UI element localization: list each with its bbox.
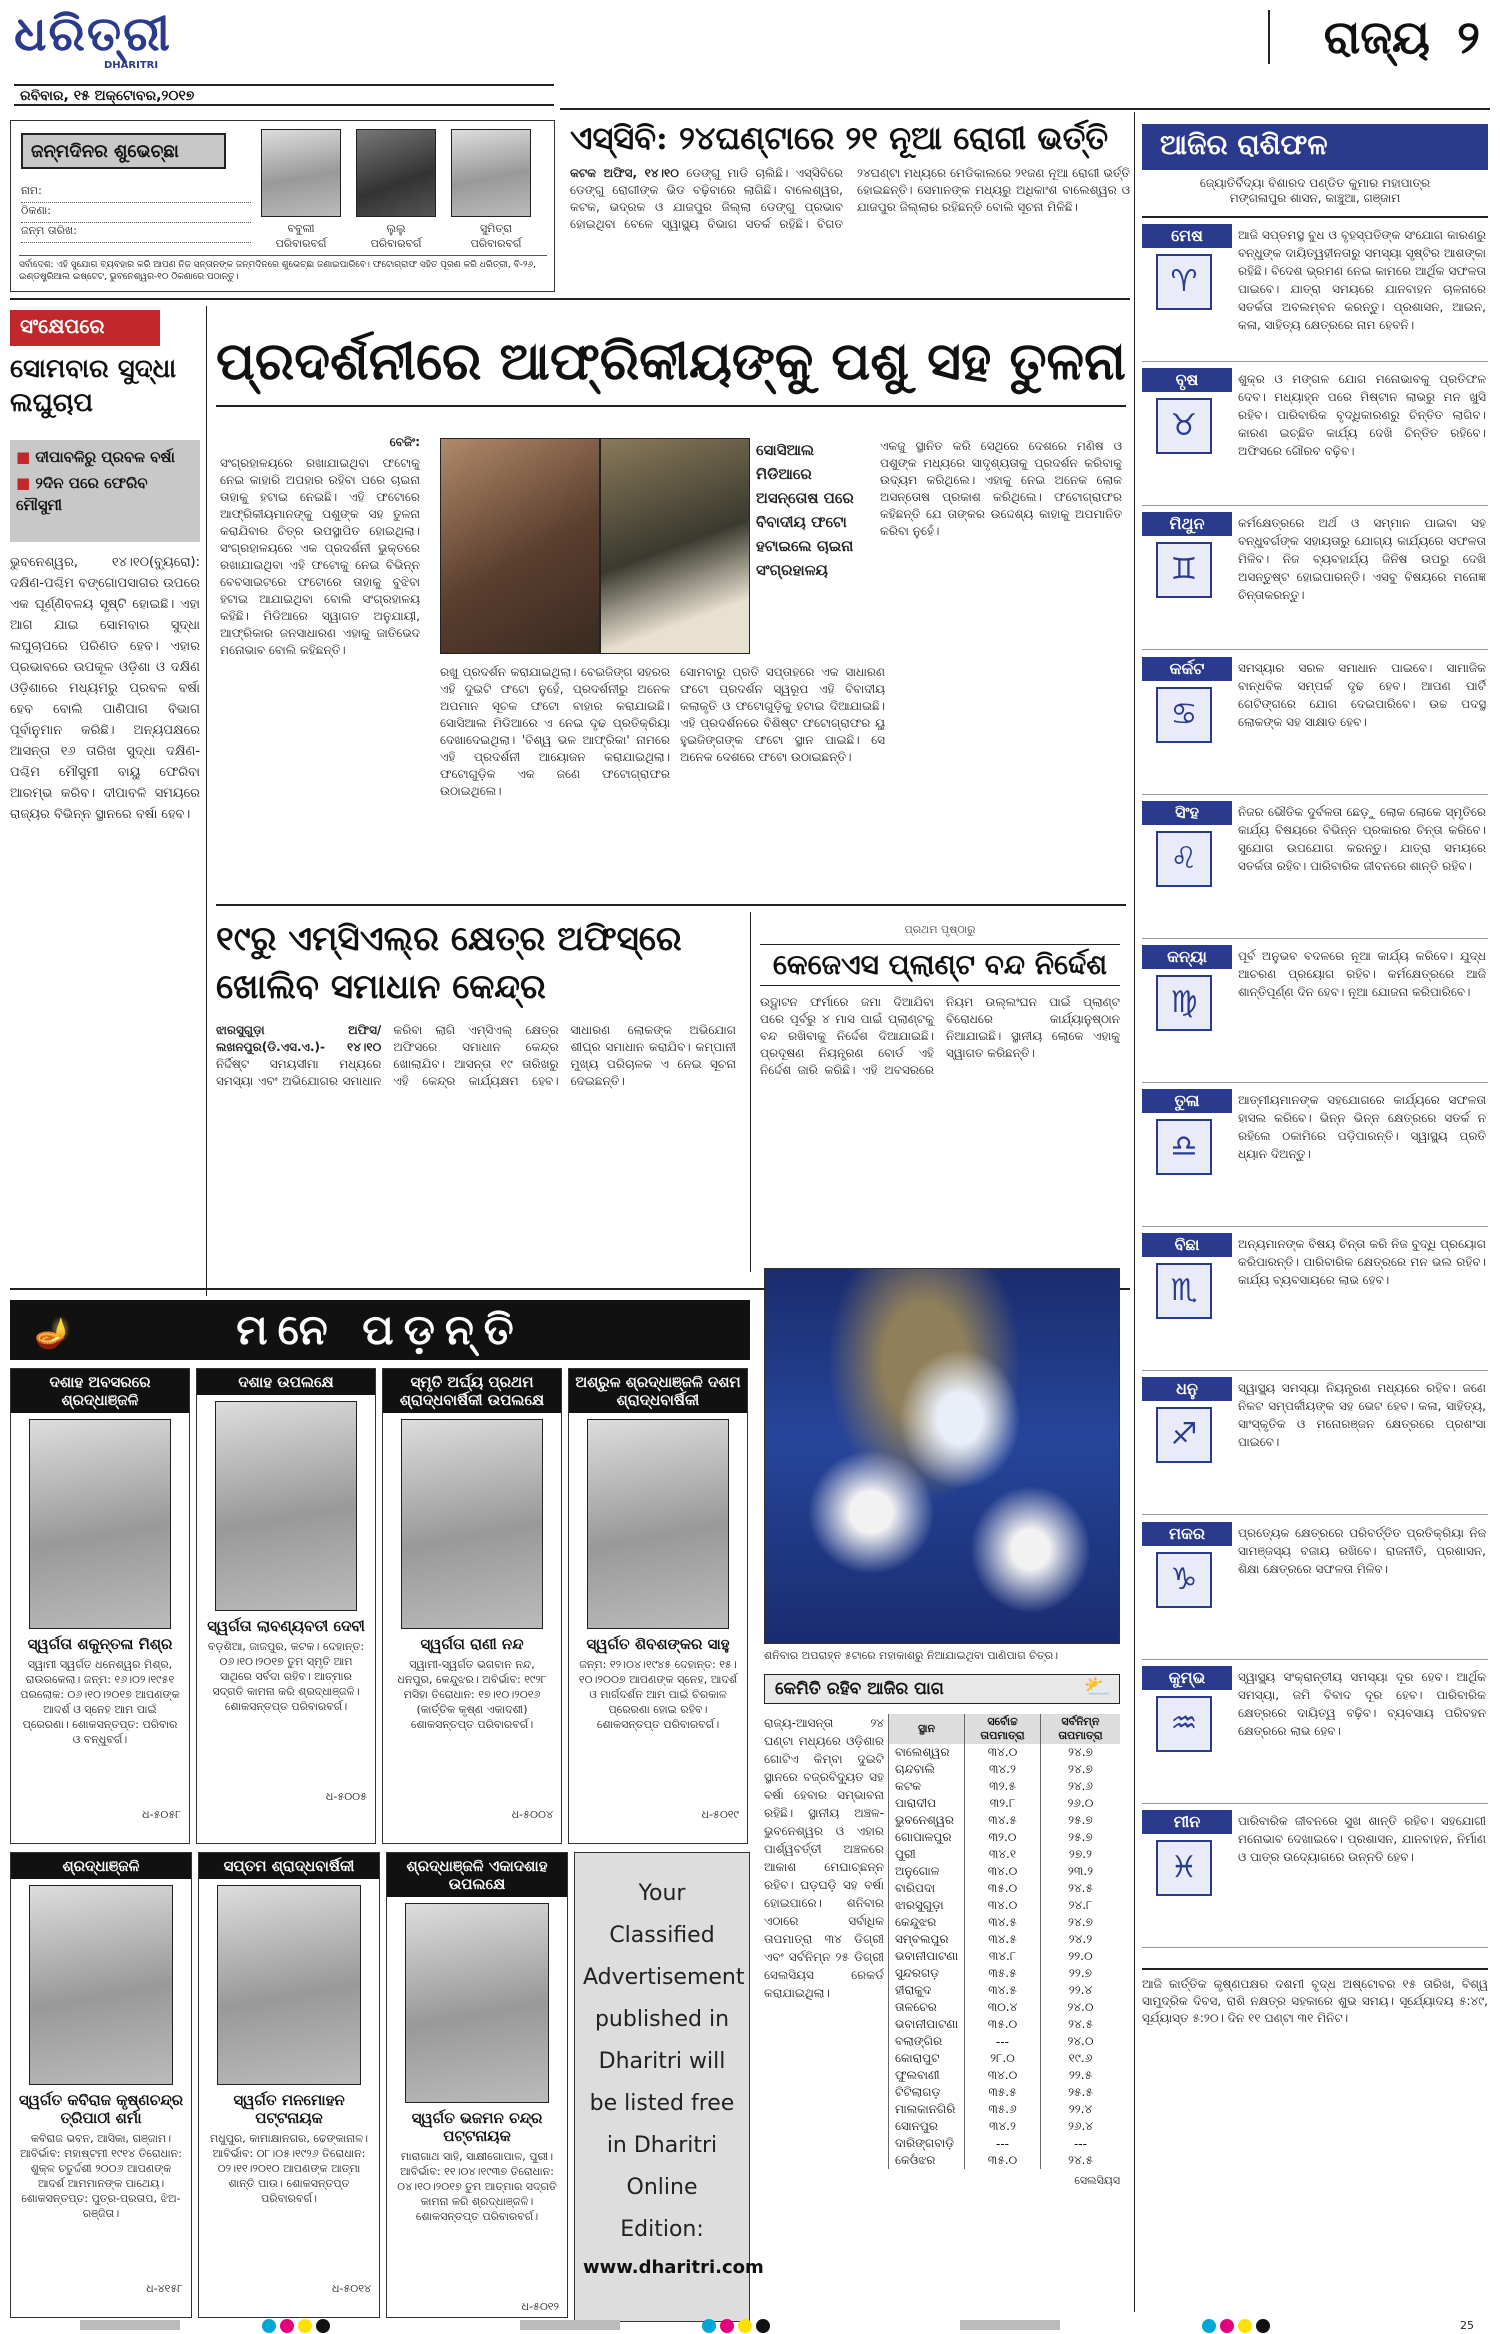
classified-url[interactable]: www.dharitri.com xyxy=(583,2257,764,2278)
weather-cell-max: ୩୨.୮ xyxy=(965,1795,1041,1812)
weather-title xyxy=(764,1674,1120,1704)
rashifal-sign-label: ମିଥୁନ xyxy=(1142,512,1232,536)
weather-table-row xyxy=(889,1778,1121,1795)
weather-unit: ସେଲସିୟସ xyxy=(1074,2174,1120,2187)
rashifal-sign-text: ଅନ୍ୟମାନଙ୍କ ବିଷୟ ଚିନ୍ତା କରି ନିଜ ବୁଦ୍ଧି ପ୍ରୟୋଗ କରିପାରନ୍ତି। ପାରିବାରିକ କ୍ଷେତ୍ରରେ ମନ ଭଲ ରହିବ। କାର୍ଯ୍ୟ ବ୍ୟବସାୟରେ ଲାଭ ହେବ। xyxy=(1238,1237,1486,1288)
obituary-card-title: ସପ୍ତମ ଶ୍ରାଦ୍ଧବାର୍ଷିକୀ xyxy=(199,1853,379,1879)
weather-cell-place: କଟକ xyxy=(889,1778,965,1795)
weather-table-row xyxy=(889,2050,1121,2067)
weather-cell-max: ୩୫.୦ xyxy=(965,1880,1041,1897)
mcl-headline-2: ଖୋଲିବ ସମାଧାନ କେନ୍ଦ୍ର xyxy=(216,967,546,1007)
weather-cell-place: ସୁନ୍ଦରଗଡ଼ xyxy=(889,1965,965,1982)
top-section-rule xyxy=(10,298,1130,300)
obituary-card-ref: ଧ-୫୦୦୪ xyxy=(511,1808,553,1821)
cancer-icon: ♋ xyxy=(1156,687,1212,743)
weather-cell-min: ୨୪.୭ xyxy=(1040,1744,1120,1761)
scb-text: ଡେଙ୍ଗୁ ମାଡି ଚାଲିଛି। ଏସ୍‌ସିବିରେ ଡେଙ୍ଗୁ ରୋଗୀଙ୍କ ଭିଡ ବଢ଼ିବାରେ ଲାଗିଛି। ବାଲେଶ୍ୱର, କଟକ, ଭଦ୍ରକ ଓ ଯାଜପୁର ଜିଲ୍ଲା ଡେଙ୍ଗୁ ପ୍ରଭାବ ହୋଇଥିବା ବେଳେ ସ୍ୱାସ୍ଥ୍ୟ ବିଭାଗ ସତର୍କ ରହିଛି। ବିଗତ ୨୪ଘଣ୍ଟା ମଧ୍ୟରେ ମେଡିକାଲରେ ୨୧ଜଣ ନୂଆ ରୋଗୀ ଭର୍ତ୍ତି ହୋଇଛନ୍ତି। ସେମାନଙ୍କ ମଧ୍ୟରୁ ଅଧିକାଂଶ ବାଲେଶ୍ୱର ଓ ଯାଜପୁର ଜିଲ୍ଲାର ରହିଛନ୍ତି ବୋଲି ସୂଚନା ମିଳିଛି। xyxy=(570,166,1130,231)
scb-body xyxy=(570,165,1130,293)
weather-table-row xyxy=(889,1965,1121,1982)
cmyk-dots-2 xyxy=(700,2318,772,2334)
gemini-icon: ♊ xyxy=(1156,542,1212,598)
africa-col-1-text: ସଂଗ୍ରହାଳୟରେ ରଖାଯାଇଥିବା ଫଟୋକୁ ନେଇ କାହାରି ଅପହାର ରହିବା ପରେ ଚାଇନା ତାହାକୁ ହଟାଇ ନେଇଛି। ଏହି ଫଟୋରେ ଆଫ୍ରିକୀୟମାନଙ୍କୁ ପଶୁଙ୍କ ସହ ତୁଳନା କରାଯିବାର ଚିତ୍ର ଉପସ୍ଥାପିତ ହୋଇଥିଲା। ସଂଗ୍ରହାଳୟରେ ଏକ ପ୍ରଦର୍ଶନୀ ଭୁକ୍ତରେ ରଖାଯାଇଥିବା ଏହି ଫଟୋକୁ ନେଇ ବିଭିନ୍ନ ବେବସାଇଟରେ ଫଟୋରେ ତାହାକୁ ବୁଝିବା ହଟାଇ ଆଯାଇଥିବା ବୋଲି ସଂଗ୍ରହାଳୟ କହିଛି। ମିଡିଆରେ ସ୍ୱାଗତ ଅନୁଯାୟୀ, ଆଫ୍ରିକାର ଜନସାଧାରଣ ଏହାକୁ ଜାତିଭେଦ ମନୋଭାବ ବୋଲି କହିଛନ୍ତି। xyxy=(220,456,420,657)
obituary-card-name: ସ୍ୱର୍ଗତା ଲାବଣ୍ୟବତୀ ଦେବୀ xyxy=(207,1617,365,1635)
rashifal-sign-row xyxy=(1142,657,1488,795)
obituary-card-ref: ଧ-୫୦୧୨ xyxy=(521,2300,559,2313)
rashifal-list xyxy=(1142,224,1488,1954)
cmyk-dots-3 xyxy=(1200,2318,1272,2334)
obituary-photo xyxy=(587,1419,729,1629)
weather-table-row xyxy=(889,1761,1121,1778)
birthday-kid-1-name: ବବୁଲୀ xyxy=(287,222,315,235)
weather-table-row xyxy=(889,2152,1121,2169)
obituary-card-text: ମାରାଗାଥ ସାହି, ସାକ୍ଷୀଗୋପାଳ, ପୁରୀ। ଆବିର୍ଭାବ: ୧୧।୦୪।୧୯୩୭ ତିରୋଧାନ: ୦୪।୧୦।୨୦୧୭ ତୁମ ଆତ୍ମାର ସଦ୍ଗତି କାମନା କରି ଶ୍ରଦ୍ଧାଞ୍ଜଳି। ଶୋକସନ୍ତପ୍ତ ପରିବାରବର୍ଗ। xyxy=(397,2150,557,2223)
obituary-card xyxy=(568,1368,748,1844)
weather-cell-max: ୩୫.୦ xyxy=(965,2152,1041,2169)
weather-table-row xyxy=(889,2118,1121,2135)
weather-table-row xyxy=(889,1931,1121,1948)
weather-table-row xyxy=(889,2135,1121,2152)
obituary-card-text: ସ୍ୱାମୀ ସ୍ୱର୍ଗତ ଧନେଶ୍ୱର ମିଶ୍ର, ରାଉରକେଲା। ଜନ୍ମ: ୧୬।୦୨।୧୯୫୧ ପରଲୋକ: ୦୬।୧୦।୨୦୧୭ ଆପଣଙ୍କ ଆଦର୍ଶ ଓ ସ୍ନେହ ଆମ ପାଇଁ ପ୍ରେରଣା। ଶୋକସନ୍ତପ୍ତ: ପରିବାର ଓ ବନ୍ଧୁବର୍ଗ। xyxy=(20,1658,180,1746)
weather-cell-min: ୧୯.୬ xyxy=(1040,2050,1120,2067)
rashifal-sign-label: କର୍କଟ xyxy=(1142,657,1232,681)
rashifal-sign-label: ମେଷ xyxy=(1142,224,1232,248)
weather-table-row xyxy=(889,2084,1121,2101)
weather-cell-min: ୨୨.୪ xyxy=(1040,2101,1120,2118)
sagittarius-icon: ♐ xyxy=(1156,1407,1212,1463)
obituary-card-text: ସ୍ୱାମୀ-ସ୍ୱର୍ଗତ ଭଗବାନ ନନ୍ଦ, ଧନପୁର, କେନ୍ଦୁଝର। ଅବିର୍ଭାବ: ୧୯୨୮ ମସିହା ତିରୋଧାନ: ୧୭।୧୦।୨୦୧୬ (କାର୍ତ୍ତିକ କୃଷ୍ଣ ଏକାଦଶୀ) ଶୋକସନ୍ତପ୍ତ ପରିବାରବର୍ଗ। xyxy=(397,1658,547,1731)
obituary-card-ref: ଧ-୫୦୫୮ xyxy=(142,1808,181,1821)
weather-cell-min: ୨୪.୭ xyxy=(1040,1914,1120,1931)
classified-text: Your Classified Advertisement published in Dharitri will be listed free in Dharitri Online Edition: xyxy=(583,1881,745,2242)
birthday-title: ଜନ୍ମଦିନର ଶୁଭେଚ୍ଛା xyxy=(21,133,226,169)
rashifal-sign-text: ସ୍ୱାସ୍ଥ୍ୟ ସମସ୍ୟା ନିୟନ୍ତ୍ରଣ ମଧ୍ୟରେ ରହିବ। ଜଣେ ନିକଟ ସମ୍ପର୍କୀୟଙ୍କ ସହ ଭେଟ ହେବ। କଳା, ସାହିତ୍ୟ, ସାଂସ୍କୃତିକ ଓ ମନୋରଞ୍ଜନ କ୍ଷେତ୍ରରେ ପ୍ରଶଂସା ପାଇବେ। xyxy=(1238,1381,1486,1450)
weather-header-place: ସ୍ଥାନ xyxy=(889,1714,965,1744)
obituary-card-name: ସ୍ୱର୍ଗତ ଶିବଶଙ୍କର ସାହୁ xyxy=(586,1635,730,1653)
weather-cell-min: ୨୪.୬ xyxy=(1040,1778,1120,1795)
capricorn-icon: ♑ xyxy=(1156,1552,1212,1608)
weather-cell-place: ଭବାନୀପାଟଣା xyxy=(889,1948,965,1965)
sankhepare-divider xyxy=(206,306,207,1296)
rashifal-sign-text: ପୂର୍ବ ଅନୁଭବ ବଦଳରେ ନୂଆ କାର୍ଯ୍ୟ କରିବେ। ଯୁଦ୍ଧ ଆଚରଣ ପ୍ରୟୋଗ ରହିବ। କର୍ମକ୍ଷେତ୍ରରେ ଆଜି ଶାନ୍ତିପୂର୍ଣ୍ଣ ଦିନ ହେବ। ନୂଆ ଯୋଜନା କରିପାରିବେ। xyxy=(1238,948,1486,999)
obituary-card-name: ସ୍ୱର୍ଗତା ଶକୁନ୍ତଳା ମିଶ୍ର xyxy=(27,1635,173,1653)
rashifal-sign-text: ଆତ୍ମୀୟମାନଙ୍କ ସହଯୋଗରେ କାର୍ଯ୍ୟରେ ସଫଳତା ହାସଲ କରିବେ। ଭିନ୍ନ ଭିନ୍ନ କ୍ଷେତ୍ରରେ ସତର୍କ ନ ରହିଲେ ଠକାମିରେ ପଡ଼ିପାରନ୍ତି। ସ୍ୱାସ୍ଥ୍ୟ ପ୍ରତି ଧ୍ୟାନ ଦିଅନ୍ତୁ। xyxy=(1238,1093,1486,1161)
weather-cell-min: ୨୫.୫ xyxy=(1040,2084,1120,2101)
virgo-icon: ♍ xyxy=(1156,975,1212,1031)
rashifal-sign-label: କନ୍ୟା xyxy=(1142,945,1232,969)
classified-ad xyxy=(574,1852,764,2322)
rashifal-byline: ଜ୍ୟୋତିର୍ବିଦ୍ୟା ବିଶାରଦ ପଣ୍ଡିତ କୁମାର ମହାପାତ୍ର ମଙ୍ଗଳାପୁର ଶାସନ, କାଞ୍ଚୁଆ, ଗଞ୍ଜାମ xyxy=(1199,176,1431,205)
registration-strip-1 xyxy=(80,2320,180,2330)
rashifal-title: ଆଜିର ରାଶିଫଳ xyxy=(1142,124,1488,170)
page-number: ୨ xyxy=(1457,10,1480,64)
africa-dateline: ବେଜିଂ: xyxy=(389,435,420,449)
weather-cell-min: ୨୬.୪ xyxy=(1040,2118,1120,2135)
africa-col-4: ଏକଜୁ ସ୍ଥାନିତ କରି ସେଥିରେ ଦେଶରେ ମଣିଷ ଓ ପଶୁଙ୍କ ମଧ୍ୟରେ ସାଦୃଶ୍ୟତାକୁ ପ୍ରଦର୍ଶନ କରିବାକୁ ଉଦ୍ୟମ କରିଥିଲେ। ଏହାକୁ ନେଇ ଅନେକ ଲୋକ ଅସନ୍ତୋଷ ପ୍ରକାଶ କରିଥିଲେ। ଫଟୋଗ୍ରାଫର କହିଛନ୍ତି ଯେ ତାଙ୍କର ଉଦ୍ଦେଶ୍ୟ କାହାକୁ ଅପମାନିତ କରିବା ନୁହେଁ। xyxy=(880,439,1122,538)
obituary-card-ref: ଧ-୫୦୧୯ xyxy=(701,1808,739,1821)
obituary-card-text: ଜନ୍ମ: ୧୨।୦୪।୧୯୪୫ ଦେହାନ୍ତ: ୧୫।୧୦।୨୦୦୭ ଆପଣଙ୍କ ସ୍ନେହ, ଆଦର୍ଶ ଓ ମାର୍ଗଦର୍ଶନ ଆମ ପାଇଁ ଚିରକାଳ ପ୍ରେରଣା ହୋଇ ରହିବ। ଶୋକସନ୍ତପ୍ତ ପରିବାରବର୍ଗ। xyxy=(578,1658,738,1731)
weather-cell-place: ଫୁଲବାଣୀ xyxy=(889,2067,965,2084)
satellite-image xyxy=(764,1268,1120,1644)
obituary-photo xyxy=(29,1885,173,2085)
obituary-card-ref: ଧ-୫୦୦୫ xyxy=(325,1790,367,1803)
weather-cell-max: ୩୫.୫ xyxy=(965,1965,1041,1982)
obituary-card-title: ସ୍ମୃତି ଅର୍ଘ୍ୟ ପ୍ରଥମ ଶ୍ରାଦ୍ଧବାର୍ଷିକୀ ଉପଲକ୍ଷେ xyxy=(383,1369,561,1413)
rashifal-footer: ଆଜି କାର୍ତ୍ତିକ କୃଷ୍ଣପକ୍ଷର ଦଶମୀ ବୃଦ୍ଧ ଅଷ୍ଟୋବର ୧୫ ତାରିଖ, ବିଶ୍ୱ ସାମୁଦ୍ରିକ ଦିବସ, ରାଶି ନକ୍ଷତ୍ର ସହକାରେ ଶୁଭ ସମୟ। ସୂର୍ଯ୍ୟୋଦୟ ୫:୪୯, ସୂର୍ଯ୍ୟାସ୍ତ ୫:୨୦। ଦିନ ୧୧ ଘଣ୍ଟା ୩୧ ମିନିଟ। xyxy=(1142,1968,1488,2168)
obituary-photo xyxy=(401,1419,543,1629)
obituary-row-2 xyxy=(10,1852,570,2322)
birthday-field-dob: ଜନ୍ମ ତାରିଖ: xyxy=(21,223,251,243)
masthead-logo: ଧରିତ୍ରୀ xyxy=(14,6,172,62)
cmyk-dots-1 xyxy=(260,2318,332,2334)
weather-cell-place: ସୋନପୁର xyxy=(889,2118,965,2135)
weather-table-row xyxy=(889,1982,1121,1999)
obituary-card-title: ଶ୍ରଦ୍ଧାଞ୍ଜଳି ଏକାଦଶାହ ଉପଲକ୍ଷେ xyxy=(387,1853,567,1897)
mcl-dateline: ଝାରସୁଗୁଡ଼ା ଅଫିସ/ ଲଖନପୁର(ଡି.ଏସ.ଏ.)- ୧୪।୧୦ xyxy=(216,1023,382,1054)
weather-cell-max: ୩୪.୫ xyxy=(965,1931,1041,1948)
weather-cell-min: ୨୩.୨ xyxy=(1040,1863,1120,1880)
scb-headline: ଏସ୍‌ସିବି: ୨୪ଘଣ୍ଟାରେ ୨୧ ନୂଆ ରୋଗୀ ଭର୍ତ୍ତି xyxy=(570,119,1109,157)
masthead-divider xyxy=(1268,10,1270,64)
weather-cell-place: ଟିଟିଲାଗଡ଼ xyxy=(889,2084,965,2101)
rashifal-sign-row xyxy=(1142,1233,1488,1371)
weather-table-wrap xyxy=(888,1714,1120,2188)
weather-cell-place: ମାଲକାନଗିରି xyxy=(889,2101,965,2118)
rashifal-sign-text: କର୍ମକ୍ଷେତ୍ରରେ ଅର୍ଥ ଓ ସମ୍ମାନ ପାଇବା ସହ ବନ୍ଧୁବର୍ଗଙ୍କ ସହାୟତାରୁ ଯୋଗ୍ୟ କାର୍ଯ୍ୟରେ ସଫଳତା ମିଳିବ। ନିଜ ବ୍ୟବହାର୍ଯ୍ୟ ଜିନିଷ ଉପରୁ ଦେଖି ଅସନ୍ତୁଷ୍ଟ ହୋଇପାରନ୍ତି। ଏସବୁ ବିଷୟରେ ମନୋଜ୍ଞ ଚିନ୍ତାକରନ୍ତୁ। xyxy=(1238,516,1486,603)
masthead-logo-sub: DHARITRI xyxy=(104,60,159,71)
rashifal-sign-row xyxy=(1142,1666,1488,1804)
obituary-card-name: ସ୍ୱର୍ଗତା ରାଣୀ ନନ୍ଦ xyxy=(420,1635,524,1653)
weather-cell-place: ସମ୍ବଲପୁର xyxy=(889,1931,965,1948)
rashifal-sign-row xyxy=(1142,945,1488,1083)
birthday-kid-3-note: ପରିବାରବର୍ଗ xyxy=(470,237,522,250)
obituary-card-name: ସ୍ୱର୍ଗତ ଭଜମନ ଚନ୍ଦ୍ର ପଟ୍ଟନାୟକ xyxy=(411,2109,543,2145)
africa-headline: ପ୍ରଦର୍ଶନୀରେ ଆଫ୍ରିକୀୟଙ୍କୁ ପଶୁ ସହ ତୁଳନା xyxy=(216,331,1126,392)
weather-cell-min: ୨୪.୮ xyxy=(1040,1897,1120,1914)
mcl-headline-1: ୧୯ରୁ ଏମ୍‌ସିଏଲ୍‌ର କ୍ଷେତ୍ର ଅଫିସ୍‌ରେ xyxy=(216,919,682,959)
leo-icon: ♌ xyxy=(1156,831,1212,887)
africa-col-3: ସୋମବାରୁ ପ୍ରତି ସପ୍ତାହରେ ଏକ ସାଧାରଣ ଫଟୋ ପ୍ରଦର୍ଶନ ସ୍ୱରୂପ ଏହି ବିବାଦୀୟ କଲାକୃତି ଓ ଫଟୋଗୁଡ଼ିକୁ ହଟାଇ ଦିଆଯାଇଛି। ଏହି ପ୍ରଦର୍ଶନରେ ବିଶିଷ୍ଟ ଫଟୋଗ୍ରାଫର ୟୁ ହୁଇଜିଙ୍ଗଙ୍କ ଫଟୋ ସ୍ଥାନ ପାଇଛି। ସେ ଅନେକ ଦେଶରେ ଫଟୋ ଉଠାଇଛନ୍ତି। xyxy=(680,665,885,764)
rashifal-sign-row xyxy=(1142,1522,1488,1660)
rashifal-sign-row xyxy=(1142,1377,1488,1515)
weather-cell-max: ୩୨.୫ xyxy=(965,1778,1041,1795)
africa-col-2: ରଖୁ ପ୍ରଦର୍ଶନ କରାଯାଇଥିଲା। ବେଇଜିଙ୍ଗ ସହରର ଏହି ଦୁଇଟି ଫଟୋ ନୁହେଁ, ପ୍ରଦର୍ଶନୀରୁ ଅନେକ ଅପମାନ ସୂଚକ ଫଟୋ ବାହାର କରାଯାଇଛି। ସୋସିଆଲ ମିଡିଆରେ ଏ ନେଇ ଦୃଢ ପ୍ରତିକ୍ରିୟା ଦେଖାଦେଇଥିଲା। 'ବିଶ୍ୱ ଭଳ ଆଫ୍ରିକା' ନାମରେ ଏହି ପ୍ରଦର୍ଶନୀ ଆୟୋଜନ କରାଯାଇଥିଲା। ଫଟୋଗୁଡ଼ିକ ଏକ ଜଣେ ଫଟୋଗ୍ରାଫର ଉଠାଇଥିଲେ। xyxy=(440,665,670,798)
obituary-row-1 xyxy=(10,1368,750,1848)
masthead-date: ରବିବାର, ୧୫ ଅକ୍ଟୋବର,୨୦୧୭ xyxy=(14,84,554,106)
africa-photo-caption: ସୋସିଆଲ ମିଡିଆରେ ଅସନ୍ତୋଷ ପରେ ବିବାଦୀୟ ଫଟୋ ହଟାଇଲେ ଚାଇନା ସଂଗ୍ରହାଳୟ xyxy=(756,441,854,579)
weather-cell-max: ୩୦.୪ xyxy=(965,1999,1041,2016)
obituary-card xyxy=(10,1852,192,2318)
rashifal-divider xyxy=(1134,112,1135,2312)
rashifal-sign-row xyxy=(1142,801,1488,939)
registration-strip-2 xyxy=(520,2320,620,2330)
weather-table-row xyxy=(889,2016,1121,2033)
rashifal-sign-row xyxy=(1142,1089,1488,1227)
weather-cell-min: ୨୪.୫ xyxy=(1040,1880,1120,1897)
weather-table-row xyxy=(889,1999,1121,2016)
weather-cell-min: ୨୨.୭ xyxy=(1040,1965,1120,1982)
obituary-banner xyxy=(10,1300,750,1360)
rashifal-sign-text: ସମସ୍ୟାର ସରଳ ସମାଧାନ ପାଇବେ। ସାମାଜିକ ବାନ୍ଧବିକ ସମ୍ପର୍କ ଦୃଢ ହେବ। ଆପଣ ପାର୍ଟି ଗେଟିଙ୍ଗରେ ଯୋଗ ଦେଇପାରିବେ। ଉଚ୍ଚ ପଦସ୍ଥ ଲୋକଙ୍କ ସହ ସାକ୍ଷାତ ହେବ। xyxy=(1238,660,1486,729)
obituary-photo xyxy=(215,1401,357,1611)
weather-table-row xyxy=(889,2033,1121,2050)
birthday-kid-1-note: ପରିବାରବର୍ଗ xyxy=(275,237,327,250)
weather-table-row xyxy=(889,1744,1121,1761)
africa-photo-man xyxy=(440,438,600,654)
rashifal-sign-label: ତୁଳା xyxy=(1142,1089,1232,1113)
masthead-rule xyxy=(560,108,1490,110)
weather-cell-max: ୩୪.୧ xyxy=(965,1846,1041,1863)
obituary-card xyxy=(382,1368,562,1844)
weather-header-min: ସର୍ବନିମ୍ନ ତାପମାତ୍ରା xyxy=(1040,1714,1120,1744)
weather-cell-place: ହୀରାକୁଦ xyxy=(889,1982,965,1999)
weather-cell-max: ୩୫.୫ xyxy=(965,2084,1041,2101)
weather-cell-min: ୨୨.୪ xyxy=(1040,1982,1120,1999)
sankhepare-bullet-1: ■ ଦୀପାବଳିରୁ ପ୍ରବଳ ବର୍ଷା xyxy=(16,448,175,466)
rashifal-sign-row xyxy=(1142,512,1488,650)
print-registration-bar xyxy=(0,2318,1500,2334)
mcl-text: ନିର୍ଦ୍ଦିଷ୍ଟ ସମୟସୀମା ମଧ୍ୟରେ ସମସ୍ୟା ଏବଂ ଅଭିଯୋଗର ସମାଧାନ କରିବା ଲାଗି ଏମ୍‌ସିଏଲ୍ କ୍ଷେତ୍ର ଅଫିସରେ ସମାଧାନ କେନ୍ଦ୍ର ଖୋଲାଯିବ। ଆସନ୍ତା ୧୯ ତାରିଖରୁ ଏହି କେନ୍ଦ୍ର କାର୍ଯ୍ୟକ୍ଷମ ହେବ। ସାଧାରଣ ଲୋକଙ୍କ ଅଭିଯୋଗ ଶୀଘ୍ର ସମାଧାନ କରାଯିବ। କମ୍ପାନୀ ମୁଖ୍ୟ ପରିଚାଳକ ଏ ନେଇ ସୂଚନା ଦେଇଛନ୍ତି। xyxy=(216,1023,736,1088)
mcl-body xyxy=(216,1022,736,1276)
sun-cloud-icon: ⛅ xyxy=(1083,1675,1111,1700)
birthday-field-name: ନାମ: xyxy=(21,183,251,203)
weather-cell-max: ୩୪.୫ xyxy=(965,1982,1041,1999)
weather-cell-max: ୩୪.୫ xyxy=(965,1914,1041,1931)
birthday-kid-1 xyxy=(261,221,341,251)
kjs-label: ପ୍ରଥମ ପୃଷ୍ଠାରୁ xyxy=(904,923,976,936)
weather-cell-max: ୩୪.୮ xyxy=(965,1948,1041,1965)
weather-table-row xyxy=(889,1863,1121,1880)
weather-cell-place: କୋରାପୁଟ xyxy=(889,2050,965,2067)
weather-intro: ରାଜ୍ୟ-ଆସନ୍ତା ୨୪ ଘଣ୍ଟା ମଧ୍ୟରେ ଓଡ଼ିଶାର ଗୋଟିଏ କିମ୍ବା ଦୁଇଟି ସ୍ଥାନରେ ବଜ୍ରବିଦ୍ୟୁତ ସହ ବର୍ଷା ହେବାର ସମ୍ଭାବନା ରହିଛି। ସ୍ଥାନୀୟ ଅଞ୍ଚଳ- ଭୁବନେଶ୍ୱର ଓ ଏହାର ପାର୍ଶ୍ୱବର୍ତ୍ତୀ ଅଞ୍ଚଳରେ ଆକାଶ ମେଘାଚ୍ଛନ୍ନ ରହିବ। ଘଡ଼ଘଡ଼ି ସହ ବର୍ଷା ହୋଇପାରେ। ଶନିବାର ଏଠାରେ ସର୍ବାଧିକ ତାପମାତ୍ରା ୩୪ ଡିଗ୍ରୀ ଏବଂ ସର୍ବନିମ୍ନ ୨୫ ଡିଗ୍ରୀ ସେଲସିୟସ ରେକର୍ଡ କରାଯାଇଥିଲା। xyxy=(764,1716,884,2000)
obituary-card-text: ବଡ଼ଶିଆ, ଜାଜପୁର, କଟକ। ଦେହାନ୍ତ: ୦୬।୧୦।୨୦୧୭ ତୁମ ସ୍ମୃତି ଆମ ସାଥିରେ ସର୍ବଦା ରହିବ। ଆତ୍ମାର ସଦ୍ଗତି କାମନା କରି ଶ୍ରଦ୍ଧାଞ୍ଜଳି। ଶୋକସନ୍ତପ୍ତ ପରିବାରବର୍ଗ। xyxy=(207,1640,365,1713)
obituary-banner-text: ମନେ ପଡ଼ନ୍ତି xyxy=(236,1305,524,1354)
rashifal-sign-text: ପ୍ରତ୍ୟେକ କ୍ଷେତ୍ରରେ ପରିବର୍ତ୍ତିତ ପ୍ରତିକ୍ରିୟା ନିଜ ସାମଞ୍ଜସ୍ୟ ବଜାୟ ରଖିବେ। ରାଜନୀତି, ପ୍ରଶାସନ, ଶିକ୍ଷା କ୍ଷେତ୍ରରେ ସଫଳତା ମିଳିବ। xyxy=(1238,1525,1486,1576)
weather-cell-max: ୩୪.୦ xyxy=(965,1744,1041,1761)
rashifal-sign-label: ଧନୁ xyxy=(1142,1377,1232,1401)
obituary-card-ref: ଧ-୪୧୫୮ xyxy=(146,2282,183,2295)
sankhepare-bullet-1-text: ଦୀପାବଳିରୁ ପ୍ରବଳ ବର୍ଷା xyxy=(35,448,175,466)
weather-cell-place: ଚାନ୍ଦବାଲି xyxy=(889,1761,965,1778)
rashifal-sign-label: ମକର xyxy=(1142,1522,1232,1546)
birthday-kid-3-name: ସୁମିତ୍ରା xyxy=(480,222,512,235)
weather-cell-max: ୩୪.୫ xyxy=(965,1812,1041,1829)
weather-cell-place: ପୁରୀ xyxy=(889,1846,965,1863)
birthday-photo-1 xyxy=(261,129,341,217)
weather-cell-place: ତାଳଚେର xyxy=(889,1999,965,2016)
birthday-kid-2 xyxy=(356,221,436,251)
birthday-fields xyxy=(21,183,251,243)
weather-cell-min: ୨୫.୭ xyxy=(1040,1829,1120,1846)
weather-cell-max: ୨୮.୦ xyxy=(965,2050,1041,2067)
weather-cell-max: ୩୪.୨ xyxy=(965,1761,1041,1778)
obituary-card xyxy=(198,1852,380,2318)
obituary-card-name: ସ୍ୱର୍ଗତ କବିରାଜ କୃଷ୍ଣଚନ୍ଦ୍ର ତ୍ରିପାଠୀ ଶର୍ମା xyxy=(18,2091,184,2127)
obituary-photo xyxy=(29,1419,171,1629)
libra-icon: ♎ xyxy=(1156,1119,1212,1175)
weather-cell-max: ୩୨.୦ xyxy=(965,1829,1041,1846)
weather-table-row xyxy=(889,1812,1121,1829)
birthday-kid-2-note: ପରିବାରବର୍ଗ xyxy=(370,237,422,250)
rashifal-sign-text: ଆଜି ସପ୍ତମସ୍ଥ ବୁଧ ଓ ବୃହସ୍ପତିଙ୍କ ସଂଯୋଗ କାରଣରୁ ବନ୍ଧୁଙ୍କ ଦାୟିତ୍ୱହୀନତାରୁ ସମସ୍ୟା ସୃଷ୍ଟିର ଆଶଙ୍କା ରହିଛି। ବିଦେଶ ଭ୍ରମଣ ନେଇ କାମରେ ଆର୍ଥିକ ସଫଳତା ପାଇବେ। ଯାତ୍ରା ସମୟରେ ଯାନବାହନ ଚାଳନାରେ ସତର୍କତା ଅବଲମ୍ବନ କରନ୍ତୁ। ପ୍ରଶାସନ, ଆଇନ, କଳା, ସାହିତ୍ୟ କ୍ଷେତ୍ରରେ ନାମ ହେବନି। xyxy=(1238,228,1486,332)
weather-cell-max: --- xyxy=(965,2135,1041,2152)
weather-table-row xyxy=(889,2101,1121,2118)
sankhepare-label: ସଂକ୍ଷେପରେ xyxy=(10,310,160,346)
rashifal-sign-text: ନିଜର ଭୌତିକ ଦୁର୍ବଳତା ଛେଡ଼ୁ ଲୋକ ଲୋକେ ସ୍ମୃତିରେ କାର୍ଯ୍ୟ ବିଷୟରେ ବିଭିନ୍ନ ପ୍ରକାରର ଚିନ୍ତା କରିବେ। ସୁଯୋଗ ଉପଯୋଗ କରନ୍ତୁ। ଯାତ୍ରା ସମୟରେ ସତର୍କତା ରହିବ। ପାରିବାରିକ ଜୀବନରେ ଶାନ୍ତି ରହିବ। xyxy=(1238,804,1486,873)
obituary-card-text: କବିରାଜ ଭବନ, ଆସିକା, ଗଞ୍ଜାମ। ଆବିର୍ଭାବ: ମହାଷ୍ଟମୀ ୧୯୧୪ ତିରୋଧାନ: ଶୁକ୍ଳ ଚତୁର୍ଦ୍ଦଶୀ ୨୦୦୬ ଆପଣଙ୍କ ଆଦର୍ଶ ଆମମାନଙ୍କ ପାଥେୟ। ଶୋକସନ୍ତପ୍ତ: ପୁତ୍ର-ପ୍ରତାପ, ଝିଅ-ରଞ୍ଜିତା। xyxy=(20,2132,182,2220)
weather-table-row xyxy=(889,1880,1121,1897)
weather-cell-place: ଭୁବନେଶ୍ୱର xyxy=(889,1812,965,1829)
weather-table-row xyxy=(889,1795,1121,1812)
africa-photo-monkey xyxy=(600,438,750,654)
weather-cell-max: ୩୫.୦ xyxy=(965,2016,1041,2033)
africa-headline-rule xyxy=(216,405,1126,407)
weather-table-row xyxy=(889,1829,1121,1846)
weather-cell-max: ୩୪.୦ xyxy=(965,1897,1041,1914)
sankhepare-headline: ସୋମବାର ସୁଦ୍ଧା ଲଘୁଚାପ xyxy=(10,354,177,418)
birthday-footer: ସର୍ବାଦେଶ: ଏହି ସୁଯୋଗ ବ୍ୟବହାର କରି ଆପଣ ନିଜ ସନ୍ତାନଙ୍କ ଜନ୍ମଦିନରେ ଶୁଭେଚ୍ଛା ଜଣାଇପାରିବେ। ଫଟୋଗ୍ରାଫ ସହିତ ପୂରଣ କରି ଧରିତ୍ରୀ, ବି-୨୬, ଇଣ୍ଡଷ୍ଟ୍ରିଆଲ ଇଷ୍ଟେଟ, ଭୁବନେଶ୍ୱର-୧୦ ଠିକଣାରେ ପଠାନ୍ତୁ। xyxy=(19,255,547,283)
footer-page-ref: 25 xyxy=(1460,2319,1474,2332)
weather-cell-place: ଦାରିଙ୍ଗବାଡ଼ି xyxy=(889,2135,965,2152)
taurus-icon: ♉ xyxy=(1156,398,1212,454)
rashifal-sign-label: ବୃଷ xyxy=(1142,368,1232,392)
weather-cell-place: ଝାରସୁଗୁଡ଼ା xyxy=(889,1897,965,1914)
obituary-card-title: ଅଶ୍ରୁଳ ଶ୍ରଦ୍ଧାଞ୍ଜଳି ଦଶମ ଶ୍ରାଦ୍ଧବାର୍ଷିକୀ xyxy=(569,1369,747,1413)
rashifal-sign-text: ଶୁକ୍ର ଓ ମଙ୍ଗଳ ଯୋଗ ମନୋଭାବକୁ ପ୍ରତିଫଳ ଦେବ। ମଧ୍ୟାହ୍ନ ପରେ ମିଷ୍ଟାନ ଲାଭରୁ ମନ ଖୁସି ରହିବ। ପାରିବାରିକ ବୃଦ୍ଧିକାରଣରୁ ଚିନ୍ତିତ ଲାଗିବ। କାରଣ ଇଚ୍ଛିତ କାର୍ଯ୍ୟ ଦେଖି ଚିନ୍ତିତ ରହିବେ। ଅଫିସରେ ଗୌରବ ବଢ଼ିବ। xyxy=(1238,372,1486,459)
weather-cell-max: --- xyxy=(965,2033,1041,2050)
weather-cell-place: କେଓଁଝର xyxy=(889,2152,965,2169)
aquarius-icon: ♒ xyxy=(1156,1696,1212,1752)
obituary-card xyxy=(10,1368,190,1844)
weather-cell-min: ୨୬.୦ xyxy=(1040,1795,1120,1812)
africa-bottom-rule xyxy=(216,904,1126,906)
weather-cell-min: ୨୪.୫ xyxy=(1040,2152,1120,2169)
birthday-kid-2-name: ଲୁଲୁ xyxy=(386,222,406,235)
weather-cell-place: ବାରିପଦା xyxy=(889,1880,965,1897)
diya-icon: 🪔 xyxy=(34,1316,82,1351)
obituary-card-text: ମଧୁପୁର, କାମାକ୍ଷାନଗର, ଢେଙ୍କାନାଳ। ଆବିର୍ଭାବ: ୦୮।୦୫।୧୯୨୬ ତିରୋଧାନ: ୦୨।୧୧।୨୦୧୦ ଆପଣଙ୍କ ଆତ୍ମା ଶାନ୍ତି ପାଉ। ଶୋକସନ୍ତପ୍ତ ପରିବାରବର୍ଗ। xyxy=(210,2132,368,2205)
obituary-card-name: ସ୍ୱର୍ଗତ ମନମୋହନ ପଟ୍ଟନାୟକ xyxy=(233,2091,345,2127)
birthday-kid-3 xyxy=(451,221,541,251)
weather-cell-place: କେନ୍ଦୁଝର xyxy=(889,1914,965,1931)
weather-cell-max: ୩୪.୦ xyxy=(965,2067,1041,2084)
weather-cell-min: ୨୭.୨ xyxy=(1040,1846,1120,1863)
weather-cell-place: ଗୋପାଳପୁର xyxy=(889,1829,965,1846)
weather-cell-min: --- xyxy=(1040,2135,1120,2152)
birthday-field-address: ଠିକଣା: xyxy=(21,203,251,223)
section-name: ରାଜ୍ୟ xyxy=(1323,10,1430,64)
weather-cell-min: ୨୪.୫ xyxy=(1040,2016,1120,2033)
weather-title-text: କେମିତି ରହିବ ଆଜିର ପାଗ xyxy=(775,1679,944,1699)
sankhepare-bullet-2-text: ୨ଦିନ ପରେ ଫେରିବ ମୌସୁମୀ xyxy=(16,474,148,514)
scorpio-icon: ♏ xyxy=(1156,1263,1212,1319)
rashifal-sign-label: ବିଛା xyxy=(1142,1233,1232,1257)
rashifal-sign-text: ପାରିବାରିକ ଜୀବନରେ ସୁଖ ଶାନ୍ତି ରହିବ। ସହଯୋଗୀ ମନୋଭାବ ଦେଖାଇବେ। ପ୍ରଶାସନ, ଯାନବାହନ, ନିର୍ମାଣ ଓ ପାତ୍ର ଉଦ୍ୟୋଗରେ ଉନ୍ନତି ହେବ। xyxy=(1238,1813,1486,1864)
weather-cell-min: ୨୪.୨ xyxy=(1040,1931,1120,1948)
rashifal-sign-text: ସ୍ୱାସ୍ଥ୍ୟ ସଂକ୍ରାନ୍ତୀୟ ସମସ୍ୟା ଦୂର ହେବ। ଆର୍ଥିକ ସମସ୍ୟା, ଜମି ବିବାଦ ଦୂର ହେବ। ପାରିବାରିକ କ୍ଷେତ୍ରରେ ଦାୟିତ୍ୱ ବଢ଼ିବ। ବ୍ୟବସାୟ ପରିବହନ କ୍ଷେତ୍ରରେ ଲାଭ ହେବ। xyxy=(1238,1669,1486,1738)
weather-cell-min: ୨୨.୦ xyxy=(1040,1948,1120,1965)
obituary-card-ref: ଧ-୫୦୧୪ xyxy=(331,2282,371,2295)
scb-dateline: କଟକ ଅଫିସ, ୧୪।୧୦ xyxy=(570,166,679,180)
pisces-icon: ♓ xyxy=(1156,1840,1212,1896)
kjs-headline: କେଜେଏସ ପ୍ଲାଣ୍ଟ ବନ୍ଦ ନିର୍ଦ୍ଦେଶ xyxy=(760,944,1120,986)
rashifal-sign-row xyxy=(1142,368,1488,506)
satellite-caption: ଶନିବାର ଅପରାହ୍ନ ୫ଟାରେ ମହାକାଶରୁ ନିଆଯାଇଥିବା ପାଣିପାଗ ଚିତ୍ର। xyxy=(764,1649,1059,1662)
rashifal-sign-row xyxy=(1142,224,1488,362)
rashifal-sign-label: ସିଂହ xyxy=(1142,801,1232,825)
weather-cell-min: ୨୨.୫ xyxy=(1040,2067,1120,2084)
kjs-divider xyxy=(750,912,751,1272)
aries-icon: ♈ xyxy=(1156,254,1212,310)
weather-table-row xyxy=(889,1948,1121,1965)
obituary-photo xyxy=(405,1903,549,2103)
rashifal-byline-rule xyxy=(1142,216,1488,218)
weather-table-row xyxy=(889,2067,1121,2084)
weather-table-row xyxy=(889,1914,1121,1931)
rashifal-sign-row xyxy=(1142,1810,1488,1948)
obituary-card xyxy=(196,1368,376,1844)
weather-cell-place: ଭବାନୀପାଟଣା xyxy=(889,2016,965,2033)
sankhepare-bullet-2: ■ ୨ଦିନ ପରେ ଫେରିବ ମୌସୁମୀ xyxy=(16,474,148,514)
weather-cell-place: ବାଲେଶ୍ୱର xyxy=(889,1744,965,1761)
weather-cell-min: ୨୫.୭ xyxy=(1040,1812,1120,1829)
rashifal-sign-label: କୁମ୍ଭ xyxy=(1142,1666,1232,1690)
obituary-card-title: ଶ୍ରଦ୍ଧାଞ୍ଜଳି xyxy=(11,1853,191,1879)
birthday-photo-2 xyxy=(356,129,436,217)
obituary-card xyxy=(386,1852,568,2318)
weather-table-row xyxy=(889,1897,1121,1914)
weather-table xyxy=(888,1714,1120,2169)
africa-col-1 xyxy=(220,434,420,884)
weather-cell-place: ବଲାଙ୍ଗିର xyxy=(889,2033,965,2050)
weather-cell-max: ୩୫.୬ xyxy=(965,2101,1041,2118)
weather-cell-min: ୨୪.୦ xyxy=(1040,2033,1120,2050)
weather-cell-place: ଅନୁଗୋଳ xyxy=(889,1863,965,1880)
weather-table-row xyxy=(889,1846,1121,1863)
birthday-box xyxy=(10,120,555,292)
weather-cell-max: ୩୪.୨ xyxy=(965,2118,1041,2135)
weather-cell-max: ୩୪.୦ xyxy=(965,1863,1041,1880)
kjs-body: ଉଦ୍ଘାଟନ ଫର୍ମାରେ ଜମା ଦିଆଯିବା ପରେ ପୂର୍ବରୁ ୪ ମାସ ପାଇଁ ପ୍ଲାଣ୍ଟକୁ ବନ୍ଦ ରଖିବାକୁ ନିର୍ଦ୍ଦେଶ ଦିଆଯାଇଛି। ପ୍ରଦୂଷଣ ନିୟନ୍ତ୍ରଣ ବୋର୍ଡ ଏହି ନିର୍ଦ୍ଦେଶ ଜାରି କରିଛି। ଏହି ଅବସରରେ ନିୟମ ଉଲ୍ଲଂଘନ ପାଇଁ ପ୍ଲାଣ୍ଟ ବିରୋଧରେ କାର୍ଯ୍ୟାନୁଷ୍ଠାନ ନିଆଯାଇଛି। ସ୍ଥାନୀୟ ଲୋକେ ଏହାକୁ ସ୍ୱାଗତ କରିଛନ୍ତି। xyxy=(760,995,1120,1077)
weather-cell-place: ପାରାଦୀପ xyxy=(889,1795,965,1812)
rashifal-sign-label: ମୀନ xyxy=(1142,1810,1232,1834)
weather-header-max: ସର୍ବୋଚ୍ଚ ତାପମାତ୍ରା xyxy=(965,1714,1041,1744)
weather-cell-min: ୨୪.୭ xyxy=(1040,1761,1120,1778)
weather-cell-min: ୨୪.୦ xyxy=(1040,1999,1120,2016)
obituary-card-title: ଦଶାହ ଉପଲକ୍ଷେ xyxy=(197,1369,375,1395)
obituary-photo xyxy=(217,1885,361,2085)
sankhepare-bullets xyxy=(10,440,200,542)
sankhepare-body: ଭୁବନେଶ୍ୱର, ୧୪।୧୦(ବ୍ୟୁରୋ): ଦକ୍ଷିଣ-ପଶ୍ଚିମ ବଙ୍ଗୋପସାଗର ଉପରେ ଏକ ଘୂର୍ଣ୍ଣିବଳୟ ସୃଷ୍ଟି ହୋଇଛି। ଏହା ଆଗ ଯାଇ ସୋମବାର ସୁଦ୍ଧା ଲଘୁଚାପରେ ପରିଣତ ହେବ। ଏହାର ପ୍ରଭାବରେ ଉପକୂଳ ଓଡ଼ିଶା ଓ ଦକ୍ଷିଣ ଓଡ଼ିଶାରେ ମଧ୍ୟମରୁ ପ୍ରବଳ ବର୍ଷା ହେବ ବୋଲି ପାଣିପାଗ ବିଭାଗ ପୂର୍ବାନୁମାନ କରିଛି। ଅନ୍ୟପକ୍ଷରେ ଆସନ୍ତା ୧୬ ତାରିଖ ସୁଦ୍ଧା ଦକ୍ଷିଣ-ପଶ୍ଚିମ ମୌସୁମୀ ବାୟୁ ଫେରିବା ଆରମ୍ଭ କରିବ। ଦୀପାବଳି ସମୟରେ ରାଜ୍ୟର ବିଭିନ୍ନ ସ୍ଥାନରେ ବର୍ଷା ହେବ। xyxy=(10,555,200,822)
registration-strip-3 xyxy=(960,2320,1060,2330)
birthday-photo-3 xyxy=(451,129,531,217)
obituary-card-title: ଦଶାହ ଅବସରରେ ଶ୍ରଦ୍ଧାଞ୍ଜଳି xyxy=(11,1369,189,1413)
